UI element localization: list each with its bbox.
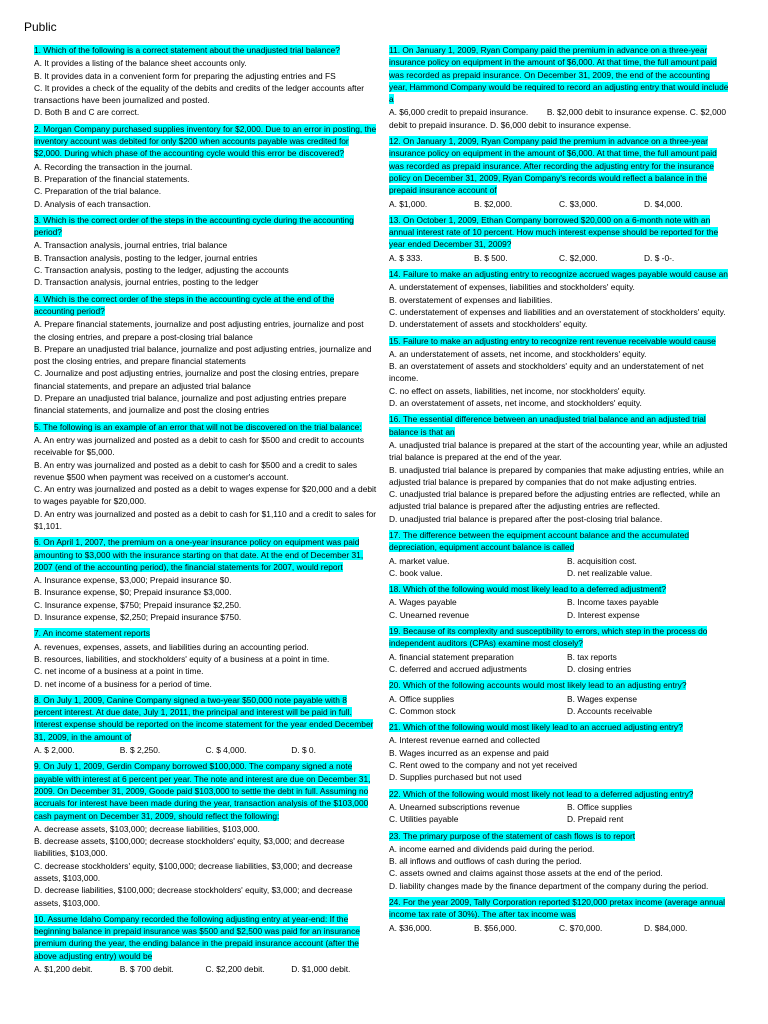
answer-option: A. $1,200 debit.	[34, 964, 93, 975]
answer-option: A. Office supplies	[389, 693, 455, 704]
answer-option: A. unadjusted trial balance is prepared at the start of the accounting year, while an adjusted trial balance is prepared at the end of the year.	[389, 439, 728, 463]
question-block	[34, 293, 377, 417]
question-block	[34, 214, 377, 289]
answer-option: C. Common stock	[389, 705, 456, 716]
answer-option: C. unadjusted trial balance is prepared before the adjusting entries are reflected, while an adjusted trial balance is prepared after the adjusting entries are reflected.	[389, 489, 721, 512]
question-text: 16. The essential difference between an unadjusted trial balance and an adjusted trial balance is that an	[389, 414, 706, 437]
answer-option: C. Rent owed to the company and not yet received	[389, 760, 578, 771]
question-text: 12. On January 1, 2009, Ryan Company paid the premium in advance on a three-year insurance policy on equipment in the amount of $6,000. At that time, the full amount paid was recorded as prepaid insurance. After recording the adjusting entry for the insurance policy on December 31, 2009, Ryan Company's records would reflect a balance in the prepaid insurance account of	[389, 136, 717, 196]
question-block	[34, 421, 377, 533]
question-block	[389, 721, 729, 783]
answer-options-inline: A. $6,000 credit to prepaid insurance. B. $2,000 debit to insurance expense. C. $2,000 debit to prepaid insurance. D. $6,000 debit to insurance expense.	[389, 107, 729, 130]
answer-option: C. net income of a business at a point in time.	[34, 666, 204, 677]
answer-option: A. market value.	[389, 555, 450, 566]
answer-option: A. Insurance expense, $3,000; Prepaid insurance $0.	[34, 575, 232, 586]
question-text: 9. On July 1, 2009, Gerdin Company borrowed $100,000. The company signed a note payable with interest at 6 percent per year. The note and interest are due on December 31, 2009. On December 31, 2009, Goode paid $103,000 to settle the debt in full. Assuming no accruals for interest have been made during the year, transaction analysis of the $103,000 cash payment on December 31, 2009, should reflect the following:	[34, 761, 371, 821]
question-text: 2. Morgan Company purchased supplies inventory for $2,000. Due to an error in posting, the inventory account was debited for only $200 when accounts payable was credited for $2,000. During which phase of the accounting cycle would this error be discovered?	[34, 123, 377, 159]
answer-options-row	[389, 198, 729, 210]
answer-option: D. $ -0-.	[644, 252, 675, 263]
answer-option: B. Office supplies	[567, 801, 633, 812]
answer-option: C. Unearned revenue	[389, 609, 470, 620]
question-text: 20. Which of the following accounts would most likely lead to an adjusting entry?	[389, 680, 687, 691]
answer-option: B. resources, liabilities, and stockholders' equity of a business at a point in time.	[34, 653, 330, 664]
question-block	[389, 214, 729, 264]
answer-option: A. $1,000.	[389, 198, 428, 209]
answer-option: A. $ 333.	[389, 252, 423, 263]
page-header: Public	[24, 20, 57, 34]
question-text: 8. On July 1, 2009, Canine Company signed a two-year $50,000 note payable with 8 percent interest. At due date, July 1, 2011, the principal and interest will be paid in full. Interest expense should be reported on the income statement for the year ended December 31, 2009, in the amount of	[34, 694, 374, 742]
answer-option: D. an overstatement of assets, net income, and stockholders' equity.	[389, 398, 642, 409]
answer-option: B. Income taxes payable	[567, 597, 659, 608]
answer-option: C. $70,000.	[559, 922, 603, 933]
answer-option: B. Preparation of the financial statements.	[34, 173, 190, 184]
answer-option: B. all inflows and outflows of cash during the period.	[389, 856, 582, 867]
question-block	[34, 123, 377, 210]
answer-option: D. $ 0.	[291, 745, 316, 756]
answer-option: D. net realizable value.	[567, 567, 653, 578]
question-block	[389, 896, 729, 934]
answer-option: D. Analysis of each transaction.	[34, 198, 151, 209]
question-text: 17. The difference between the equipment account balance and the accumulated depreciation, equipment account balance is called	[389, 529, 690, 553]
answer-options-grid	[389, 555, 729, 580]
question-text: 14. Failure to make an adjusting entry to recognize accrued wages payable would cause an	[389, 269, 728, 280]
answer-option: A. Prepare financial statements, journalize and post adjusting entries, journalize and post the closing entries, and prepare a post-closing trial balance	[34, 319, 364, 342]
question-text: 4. Which is the correct order of the steps in the accounting cycle at the end of the accounting period?	[34, 293, 335, 316]
question-text: 23. The primary purpose of the statement of cash flows is to report	[389, 830, 636, 841]
answer-option: A. Recording the transaction in the journal.	[34, 161, 193, 172]
answer-options-row	[389, 252, 729, 264]
question-block	[389, 529, 729, 579]
left-column	[34, 44, 377, 979]
question-block	[34, 44, 377, 119]
answer-option: D. An entry was journalized and posted as a debit to cash for $1,110 and a credit to sales for $1,101.	[34, 508, 377, 531]
answer-option: C. $ 4,000.	[205, 745, 247, 756]
answer-option: C. Preparation of the trial balance.	[34, 186, 162, 197]
answer-option: B. an overstatement of assets and stockholders' equity and an understatement of net income.	[389, 361, 704, 384]
answer-option: B. It provides data in a convenient form for preparing the adjusting entries and FS	[34, 70, 336, 81]
answer-option: B. $ 700 debit.	[119, 964, 174, 975]
answer-option: B. tax reports	[567, 651, 617, 662]
answer-option: D. $1,000 debit.	[291, 964, 351, 975]
answer-option: B. Wages expense	[567, 693, 637, 704]
answer-option: D. Insurance expense, $2,250; Prepaid insurance $750.	[34, 612, 242, 623]
answer-option: A. financial statement preparation	[389, 651, 514, 662]
question-text: 10. Assume Idaho Company recorded the following adjusting entry at year-end: If the beginning balance in prepaid insurance was $500 and $2,500 was paid for an insurance premium during the year, the ending balance in the prepaid insurance account (after the above adjusting entry) would be	[34, 913, 360, 961]
question-block	[389, 679, 729, 717]
answer-option: D. $84,000.	[644, 922, 688, 933]
question-block	[34, 536, 377, 623]
right-column	[389, 44, 729, 938]
answer-option: A. decrease assets, $103,000; decrease liabilities, $103,000.	[34, 823, 260, 834]
answer-option: B. unadjusted trial balance is prepared by companies that make adjusting entries, while an adjusted trial balance is prepared by companies that do not make adjusting entries.	[389, 464, 724, 487]
answer-option: B. Wages incurred as an expense and paid	[389, 747, 549, 758]
question-text: 19. Because of its complexity and susceptibility to errors, which step in the process do independent auditors (CPAs) examine most closely?	[389, 626, 708, 649]
answer-option: C. Utilities payable	[389, 814, 459, 825]
answer-option: B. $56,000.	[474, 922, 517, 933]
answer-option: A. an understatement of assets, net income, and stockholders' equity.	[389, 348, 647, 359]
answer-option: A. Wages payable	[389, 597, 457, 608]
question-block	[389, 788, 729, 826]
answer-option: C. book value.	[389, 567, 443, 578]
answer-option: B. $2,000.	[474, 198, 513, 209]
answer-option: C. It provides a check of the equality of the debits and credits of the ledger accounts after transactions have been journalized and posted.	[34, 82, 365, 106]
answer-option: C. understatement of expenses and liabilities and an overstatement of stockholders' equity.	[389, 306, 726, 317]
answer-option: C. deferred and accrued adjustments	[389, 663, 527, 674]
answer-option: A. income earned and dividends paid during the period.	[389, 843, 595, 854]
question-block	[34, 760, 377, 909]
answer-option: B. Insurance expense, $0; Prepaid insurance $3,000.	[34, 587, 232, 598]
answer-options-row	[34, 963, 377, 975]
answer-option: A. $ 2,000.	[34, 745, 75, 756]
question-block	[389, 625, 729, 675]
answer-option: B. $ 2,250.	[119, 745, 161, 756]
question-text: 13. On October 1, 2009, Ethan Company borrowed $20,000 on a 6-month note with an annual interest rate of 10 percent. How much interest expense should be reported for the year ended December 31, 2009?	[389, 214, 719, 250]
answer-option: D. unadjusted trial balance is prepared after the post-closing trial balance.	[389, 513, 663, 524]
answer-option: B. Transaction analysis, posting to the ledger, journal entries	[34, 252, 258, 263]
answer-option: A. understatement of expenses, liabilities and stockholders' equity.	[389, 282, 635, 293]
question-block	[389, 335, 729, 410]
answer-option: D. $4,000.	[644, 198, 683, 209]
question-block	[389, 413, 729, 525]
question-block	[34, 694, 377, 756]
question-text: 7. An income statement reports	[34, 628, 150, 639]
question-text: 21. Which of the following would most likely lead to an accrued adjusting entry?	[389, 722, 683, 733]
question-text: 15. Failure to make an adjusting entry to recognize rent revenue receivable would cause	[389, 335, 716, 346]
question-block	[34, 627, 377, 689]
answer-option: C. Insurance expense, $750; Prepaid insurance $2,250.	[34, 599, 242, 610]
answer-option: B. Prepare an unadjusted trial balance, journalize and post adjusting entries, journalize and post the closing entries, and prepare financial statements	[34, 343, 372, 367]
answer-option: C. $3,000.	[559, 198, 598, 209]
answer-options-grid	[389, 596, 729, 621]
answer-option: A. $36,000.	[389, 922, 432, 933]
question-block	[389, 583, 729, 621]
answer-option: A. It provides a listing of the balance sheet accounts only.	[34, 58, 247, 69]
answer-option: C. Journalize and post adjusting entries, journalize and post the closing entries, prepare financial statements, and prepare an adjusted trial balance	[34, 368, 359, 391]
question-text: 6. On April 1, 2007, the premium on a one-year insurance policy on equipment was paid amounting to $3,000 with the insurance starting on that date. At the end of December 31, 2007 (end of the accounting period), the financial statements for 2007, would report	[34, 537, 364, 572]
answer-option: D. Both B and C are correct.	[34, 107, 140, 118]
answer-option: D. net income of a business for a period of time.	[34, 678, 212, 689]
answer-option: A. Unearned subscriptions revenue	[389, 801, 520, 812]
question-block	[389, 268, 729, 330]
question-text: 24. For the year 2009, Tally Corporation reported $120,000 pretax income (average annual income tax rate of 30%). The after tax income was	[389, 897, 725, 920]
answer-option: C. assets owned and claims against those assets at the end of the period.	[389, 868, 663, 879]
question-text: 1. Which of the following is a correct statement about the unadjusted trial balance?	[34, 45, 340, 55]
answer-option: D. Supplies purchased but not used	[389, 772, 522, 783]
answer-option: C. Transaction analysis, posting to the ledger, adjusting the accounts	[34, 265, 289, 276]
answer-option: B. decrease assets, $100,000; decrease stockholders' equity, $3,000; and decrease liabilities, $103,000.	[34, 836, 345, 859]
answer-option: D. Interest expense	[567, 609, 640, 620]
answer-option: D. Transaction analysis, journal entries, posting to the ledger	[34, 277, 259, 288]
answer-option: D. Accounts receivable	[567, 705, 653, 716]
answer-option: D. Prepaid rent	[567, 814, 624, 825]
answer-option: B. acquisition cost.	[567, 555, 637, 566]
answer-option: C. decrease stockholders' equity, $100,000; decrease liabilities, $3,000; and decrease assets, $103,000.	[34, 860, 353, 883]
answer-option: C. no effect on assets, liabilities, net income, nor stockholders' equity.	[389, 385, 646, 396]
answer-options-grid	[389, 693, 729, 718]
answer-option: B. $ 500.	[474, 252, 508, 263]
answer-option: D. decrease liabilities, $100,000; decrease stockholders' equity, $3,000; and decrease assets, $103,000.	[34, 885, 353, 908]
answer-option: A. Transaction analysis, journal entries, trial balance	[34, 240, 228, 251]
answer-option: C. An entry was journalized and posted as a debit to wages expense for $20,000 and a debit to wages payable for $20,000.	[34, 484, 377, 507]
answer-option: D. understatement of assets and stockholders' equity.	[389, 319, 588, 330]
answer-option: D. closing entries	[567, 663, 632, 674]
answer-option: C. $2,200 debit.	[205, 964, 265, 975]
answer-options-row	[34, 744, 377, 756]
answer-option: B. overstatement of expenses and liabilities.	[389, 294, 553, 305]
answer-option: A. Interest revenue earned and collected	[389, 735, 540, 746]
question-text: 5. The following is an example of an error that will not be discovered on the trial balance:	[34, 421, 362, 432]
answer-option: A. revenues, expenses, assets, and liabilities during an accounting period.	[34, 641, 309, 652]
answer-option: D. Prepare an unadjusted trial balance, journalize and post adjusting entries prepare financial statements, and journalize and post the closing entries	[34, 393, 347, 416]
answer-option: D. liability changes made by the finance department of the company during the period.	[389, 880, 709, 891]
question-block	[389, 135, 729, 210]
answer-option: A. An entry was journalized and posted as a debit to cash for $500 and credit to accounts receivable for $5,000.	[34, 434, 365, 458]
question-text: 3. Which is the correct order of the steps in the accounting cycle during the accounting period?	[34, 214, 354, 238]
question-block	[389, 44, 729, 131]
answer-options-row	[389, 922, 729, 934]
question-text: 18. Which of the following would most likely lead to a deferred adjustment?	[389, 584, 666, 595]
question-block	[34, 913, 377, 975]
question-text: 11. On January 1, 2009, Ryan Company paid the premium in advance on a three-year insurance policy on equipment in the amount of $6,000. At that time, the full amount paid was recorded as prepaid insurance. On December 31, 2009, the end of the accounting year, Hammond Company would be required to record an adjusting entry that would include a	[389, 45, 729, 105]
answer-option: C. $2,000.	[559, 252, 598, 263]
question-text: 22. Which of the following would most likely not lead to a deferred adjusting entry?	[389, 788, 694, 799]
answer-option: B. An entry was journalized and posted as a debit to cash for $500 and a credit to sales revenue $500 when payment was received on a customer's account.	[34, 459, 358, 482]
answer-options-grid	[389, 651, 729, 676]
answer-options-grid	[389, 801, 729, 826]
question-block	[389, 830, 729, 892]
